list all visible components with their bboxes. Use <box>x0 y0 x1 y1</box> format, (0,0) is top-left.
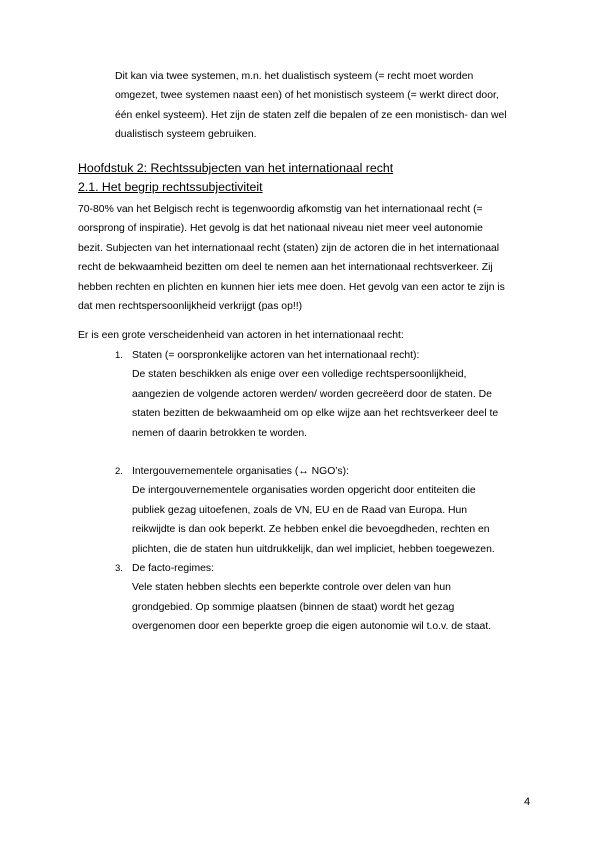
list-item-line: De intergouvernementele organisaties worden opgericht door entiteiten die <box>132 485 476 497</box>
paragraph-line: hebben rechten en plichten en kunnen hier iets mee doen. Het gevolg van een actor te zijn is <box>78 281 505 293</box>
list-item-line: Vele staten hebben slechts een beperkte controle over delen van hun <box>132 582 451 594</box>
list-item-line: De staten beschikken als enige over een volledige rechtspersoonlijkheid, <box>132 369 467 381</box>
list-item-body <box>132 481 552 559</box>
intro-line: dualistisch systeem gebruiken. <box>115 129 257 141</box>
list-item-body <box>132 365 552 443</box>
paragraph-line: oorsprong of inspiratie). Het gevolg is dat het nationaal niveau niet meer veel autonomie <box>78 223 483 235</box>
list-item-line: aangezien de volgende actoren werden/ worden gecreëerd door de staten. De <box>132 388 492 400</box>
list-item-line: staten bezitten de bekwaamheid om op elke wijze aan het rechtsverkeer deel te <box>132 408 499 420</box>
section-heading: 2.1. Het begrip rechtssubjectiviteit <box>78 180 263 194</box>
list-item-title: Intergouvernementele organisaties (↔ NGO’s): <box>132 466 349 477</box>
list-item-title: Staten (= oorspronkelijke actoren van het internationaal recht): <box>132 350 420 361</box>
list-item-line: reikwijdte is dan ook beperkt. Ze hebben enkel die bevoegdheden, rechten en <box>132 524 490 536</box>
list-lead: Er is een grote verscheidenheid van actoren in het internationaal recht: <box>78 330 404 341</box>
list-item-number: 1. <box>115 350 123 361</box>
page-number: 4 <box>524 796 531 808</box>
list-item-number: 2. <box>115 466 123 477</box>
list-item-line: plichten, die de staten hun uitdrukkelijk, dan wel impliciet, hebben toegewezen. <box>132 543 495 555</box>
list-item-number: 3. <box>115 563 123 574</box>
list-item-line: grondgebied. Op sommige plaatsen (binnen de staat) wordt het gezag <box>132 601 455 613</box>
paragraph-line: dat men rechtspersoonlijkheid verkrijgt (pas op!!) <box>78 301 303 313</box>
intro-line: omgezet, twee systemen naast een) of het monistisch systeem (= werkt direct door, <box>115 90 499 102</box>
intro-line: één enkel systeem). Het zijn de staten zelf die bepalen of ze een monistisch- dan wel <box>115 109 507 121</box>
chapter-heading: Hoofdstuk 2: Rechtssubjecten van het internationaal recht <box>78 161 394 175</box>
list-item-line: overgenomen door een beperkte groep die eigen autonomie wil t.o.v. de staat. <box>132 621 492 633</box>
list-item-line: publiek gezag uitoefenen, zoals de VN, EU en de Raad van Europa. Hun <box>132 504 468 516</box>
paragraph-line: recht de bekwaamheid bezitten om deel te nemen aan het internationaal rechtsverkeer. Zij <box>78 262 493 274</box>
intro-paragraph <box>115 67 535 145</box>
list-item-body <box>132 578 552 636</box>
paragraph-line: 70-80% van het Belgisch recht is tegenwoordig afkomstig van het internationaal recht (= <box>78 204 483 215</box>
intro-line: Dit kan via twee systemen, m.n. het dualistisch systeem (= recht moet worden <box>115 71 474 82</box>
paragraph-line: bezit. Subjecten van het internationaal recht (staten) zijn de actoren die in het internationaal <box>78 242 500 254</box>
list-item-title: De facto-regimes: <box>132 563 214 574</box>
list-item-line: nemen of daarin betrokken te worden. <box>132 427 308 439</box>
body-paragraph <box>78 200 538 316</box>
